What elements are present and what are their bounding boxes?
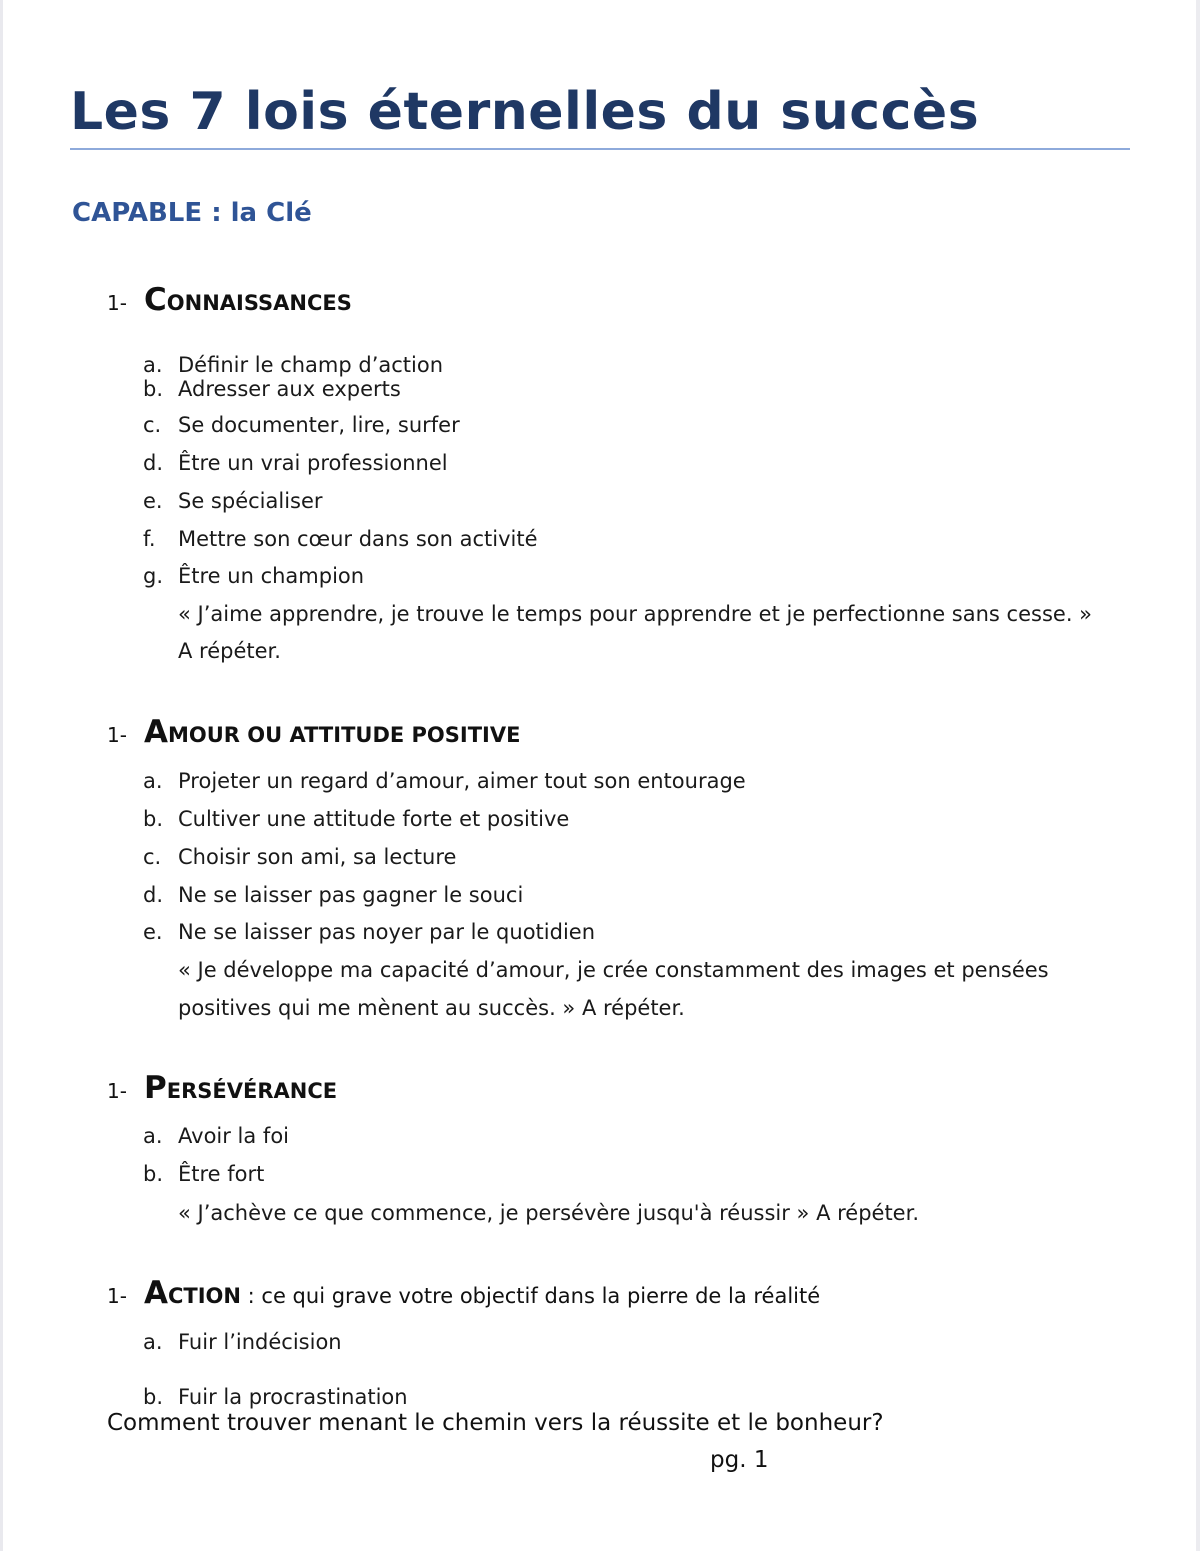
list-marker: a. bbox=[143, 1124, 163, 1148]
list-item-text: Se spécialiser bbox=[178, 489, 323, 513]
list-marker: a. bbox=[143, 1330, 163, 1354]
heading-rest: MOUR OU ATTITUDE POSITIVE bbox=[168, 723, 521, 747]
list-item-text: Adresser aux experts bbox=[178, 377, 401, 401]
heading-rest: CTION bbox=[168, 1284, 241, 1308]
section-heading-perseverance bbox=[107, 1072, 337, 1108]
list-item-text: Se documenter, lire, surfer bbox=[178, 413, 460, 437]
list-item bbox=[143, 411, 460, 439]
list-item-text: Ne se laisser pas noyer par le quotidien bbox=[178, 920, 596, 944]
list-marker: a. bbox=[143, 769, 163, 793]
heading-initial: A bbox=[144, 714, 168, 750]
affirmation-quote: « J’achève ce que commence, je persévère jusqu'à réussir » A répéter. bbox=[178, 1201, 919, 1225]
page-edge-right bbox=[1196, 0, 1200, 1551]
section-number: 1- bbox=[107, 723, 127, 747]
list-item bbox=[143, 449, 448, 477]
list-marker: c. bbox=[143, 413, 162, 437]
list-marker: e. bbox=[143, 489, 163, 513]
list-item-text: Fuir la procrastination bbox=[178, 1385, 408, 1409]
list-item bbox=[143, 1160, 264, 1188]
affirmation-quote: « J’aime apprendre, je trouve le temps pour apprendre et je perfectionne sans cesse. » bbox=[178, 602, 1093, 626]
list-item bbox=[143, 843, 456, 871]
document-subtitle: CAPABLE : la Clé bbox=[72, 198, 312, 228]
list-item-text: Choisir son ami, sa lecture bbox=[178, 845, 457, 869]
list-item-text: Avoir la foi bbox=[178, 1124, 290, 1148]
list-item bbox=[143, 1383, 408, 1411]
list-item bbox=[143, 562, 364, 590]
list-marker: b. bbox=[143, 1162, 164, 1186]
heading-initial: P bbox=[144, 1070, 167, 1106]
heading-suffix: : ce qui grave votre objectif dans la pierre de la réalité bbox=[240, 1284, 821, 1308]
list-item bbox=[143, 918, 595, 946]
section-heading-connaissances bbox=[107, 284, 352, 320]
list-item bbox=[143, 1328, 342, 1356]
list-item bbox=[143, 487, 323, 515]
heading-initial: A bbox=[144, 1275, 168, 1311]
list-item-text: Mettre son cœur dans son activité bbox=[178, 527, 538, 551]
list-item-text: Être un champion bbox=[178, 564, 365, 588]
list-item bbox=[143, 881, 523, 909]
page-footer-text: Comment trouver menant le chemin vers la réussite et le bonheur? bbox=[107, 1410, 884, 1436]
affirmation-quote: positives qui me mènent au succès. » A répéter. bbox=[178, 996, 685, 1020]
list-item-text: Être fort bbox=[178, 1162, 265, 1186]
section-number: 1- bbox=[107, 291, 127, 315]
list-marker: f. bbox=[143, 527, 156, 551]
list-item bbox=[143, 525, 538, 553]
list-marker: d. bbox=[143, 451, 164, 475]
heading-initial: C bbox=[144, 282, 167, 318]
title-underline bbox=[70, 148, 1130, 150]
list-item bbox=[143, 375, 401, 403]
list-marker: b. bbox=[143, 807, 164, 831]
list-marker: c. bbox=[143, 845, 162, 869]
section-number: 1- bbox=[107, 1284, 127, 1308]
affirmation-quote: A répéter. bbox=[178, 639, 281, 663]
list-marker: e. bbox=[143, 920, 163, 944]
list-marker: a. bbox=[143, 353, 163, 377]
list-item-text: Fuir l’indécision bbox=[178, 1330, 342, 1354]
list-item-text: Ne se laisser pas gagner le souci bbox=[178, 883, 524, 907]
list-marker: b. bbox=[143, 377, 164, 401]
document-title: Les 7 lois éternelles du succès bbox=[70, 82, 980, 142]
list-item-text: Être un vrai professionnel bbox=[178, 451, 448, 475]
list-item-text: Définir le champ d’action bbox=[178, 353, 444, 377]
affirmation-quote: « Je développe ma capacité d’amour, je crée constamment des images et pensées bbox=[178, 958, 1049, 982]
list-item-text: Projeter un regard d’amour, aimer tout son entourage bbox=[178, 769, 746, 793]
section-heading-action bbox=[107, 1277, 820, 1313]
section-heading-amour bbox=[107, 716, 520, 752]
page-edge-left bbox=[0, 0, 3, 1551]
list-marker: d. bbox=[143, 883, 164, 907]
list-item-text: Cultiver une attitude forte et positive bbox=[178, 807, 570, 831]
list-item bbox=[143, 1122, 289, 1150]
page-number: pg. 1 bbox=[710, 1447, 769, 1473]
heading-rest: ONNAISSANCES bbox=[166, 291, 352, 315]
list-marker: g. bbox=[143, 564, 164, 588]
list-item bbox=[143, 767, 746, 795]
section-number: 1- bbox=[107, 1079, 127, 1103]
list-marker: b. bbox=[143, 1385, 164, 1409]
list-item bbox=[143, 805, 569, 833]
heading-rest: ERSÉVÉRANCE bbox=[166, 1079, 338, 1103]
